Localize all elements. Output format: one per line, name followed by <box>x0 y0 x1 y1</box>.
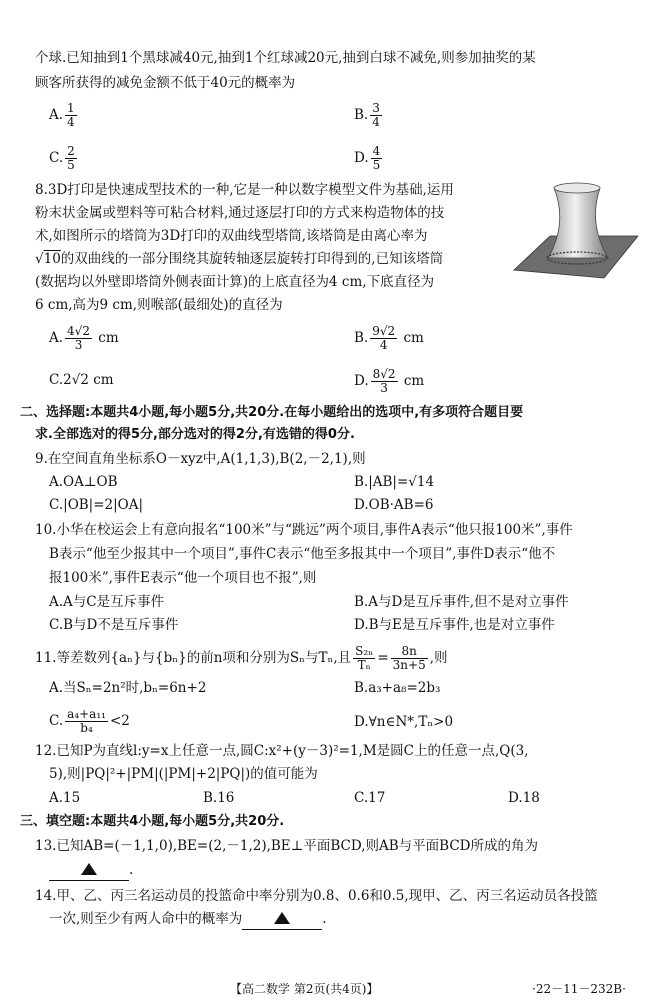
q8-line3: 术,如图所示的塔筒为3D打印的双曲线型塔筒,该塔筒是由离心率为 <box>35 228 428 244</box>
q9-option-c: C.|OB|=2|OA| <box>49 497 144 513</box>
q7-option-c: C. $\frac{2}{5}$ <box>49 144 75 172</box>
tower-top-rim <box>554 183 600 193</box>
q9-option-a: A.OA⊥OB <box>49 474 118 490</box>
q14-line2: 一次,则至少有两人命中的概率为 . <box>49 909 327 930</box>
q10-line2: B表示“他至少报其中一个项目”,事件C表示“他至多报其中一个项目”,事件D表示“他不 <box>49 546 556 562</box>
page-footer-center: 【高二数学 第2页(共4页)】 <box>230 982 379 996</box>
q14-line1: 14.甲、乙、丙三名运动员的投篮命中率分别为0.8、0.6和0.5,现甲、乙、丙三名运动员各投篮 <box>35 888 598 904</box>
q9-option-b: B.|AB|=√14 <box>354 474 435 490</box>
q9-stem: 9.在空间直角坐标系O－xyz中,A(1,1,3),B(2,－2,1),则 <box>35 451 366 467</box>
triangle-icon <box>274 912 290 924</box>
q12-line1: 12.已知P为直线l:y=x上任意一点,圆C:x²+(y－3)²=1,M是圆C上的任意一点,Q(3, <box>35 743 529 759</box>
q14-answer-blank[interactable] <box>242 909 322 930</box>
q10-line1: 10.小华在校运会上有意向报名“100米”与“跳远”两个项目,事件A表示“他只报100米”,事件 <box>35 522 573 538</box>
q10-option-b: B.A与D是互斥事件,但不是对立事件 <box>354 594 569 610</box>
section2-heading-line2: 求.全部选对的得5分,部分选对的得2分,有选错的得0分. <box>35 427 355 442</box>
q12-option-a: A.15 <box>49 790 81 806</box>
q12-option-b: B.16 <box>203 790 235 806</box>
q11-option-b: B.a₃+a₈=2b₃ <box>354 680 441 696</box>
q8-option-c: C.2√2 cm <box>49 372 114 388</box>
q7-option-b: B. $\frac{3}{4}$ <box>354 101 380 129</box>
q8-option-a: A. $\frac{4√2}{3}$ cm <box>49 324 119 352</box>
triangle-icon <box>81 863 97 875</box>
q13-line1: 13.已知AB=(－1,1,0),BE=(2,－1,2),BE⊥平面BCD,则AB与平面BCD所成的角为 <box>35 838 538 854</box>
cooling-tower-figure <box>512 178 640 290</box>
q11-option-d: D.∀n∈N*,Tₙ>0 <box>354 714 454 730</box>
q8-line5: (数据均以外壁即塔筒外侧表面计算)的上底直径为4 cm,下底直径为 <box>35 274 435 290</box>
page-footer-code: ·22－11－232B· <box>532 982 626 996</box>
q13-answer-line: . <box>49 860 133 881</box>
q8-line4: √10的双曲线的一部分围绕其旋转轴逐层旋转打印得到的,已知该塔筒 <box>35 251 444 267</box>
q8-line6: 6 cm,高为9 cm,则喉部(最细处)的直径为 <box>35 297 283 313</box>
q12-line2: 5),则|PQ|²+|PM|(|PM|+2|PQ|)的值可能为 <box>49 766 318 782</box>
q8-line2: 粉末状金属或塑料等可粘合材料,通过逐层打印的方式来构造物体的技 <box>35 205 445 221</box>
q8-option-b: B. $\frac{9√2}{4}$ cm <box>354 324 424 352</box>
section3-heading: 三、填空题:本题共4小题,每小题5分,共20分. <box>20 814 285 829</box>
tower-body <box>548 188 608 258</box>
section2-heading-line1: 二、选择题:本题共4小题,每小题5分,共20分.在每小题给出的选项中,有多项符合题目要 <box>20 405 524 420</box>
q7-line1: 个球.已知抽到1个黑球减40元,抽到1个红球减20元,抽到白球不减免,则参加抽奖的某 <box>35 50 536 66</box>
q10-option-d: D.B与E是互斥事件,也是对立事件 <box>354 617 555 633</box>
q10-line3: 报100米”,事件E表示“他一个项目也不报”,则 <box>49 570 317 586</box>
q11-stem: 11.等差数列{aₙ}与{bₙ}的前n项和分别为Sₙ与Tₙ,且 $\frac{\text{S₂ₙ}}{\text{Tₙ}}$ = $\frac{8n}{3n+5}$ ,则 <box>35 644 448 672</box>
q8-line1: 8.3D打印是快速成型技术的一种,它是一种以数字模型文件为基础,运用 <box>35 182 454 198</box>
q9-option-d: D.OB·AB=6 <box>354 497 434 513</box>
q11-option-a: A.当Sₙ=2n²时,bₙ=6n+2 <box>49 680 207 696</box>
q11-option-c: C. $\frac{\text{a₄+a₁₁}}{\text{b₄}}$ <2 <box>49 707 130 735</box>
q10-option-a: A.A与C是互斥事件 <box>49 594 165 610</box>
q12-option-c: C.17 <box>354 790 386 806</box>
q12-option-d: D.18 <box>508 790 540 806</box>
q7-option-d: D. $\frac{4}{5}$ <box>354 144 381 172</box>
q13-answer-blank[interactable] <box>49 860 129 881</box>
q7-option-a: A. $\frac{1}{4}$ <box>49 101 75 129</box>
q7-line2: 顾客所获得的减免金额不低于40元的概率为 <box>35 75 296 91</box>
q10-option-c: C.B与D不是互斥事件 <box>49 617 179 633</box>
q8-option-d: D. $\frac{8√2}{3}$ cm <box>354 367 425 395</box>
